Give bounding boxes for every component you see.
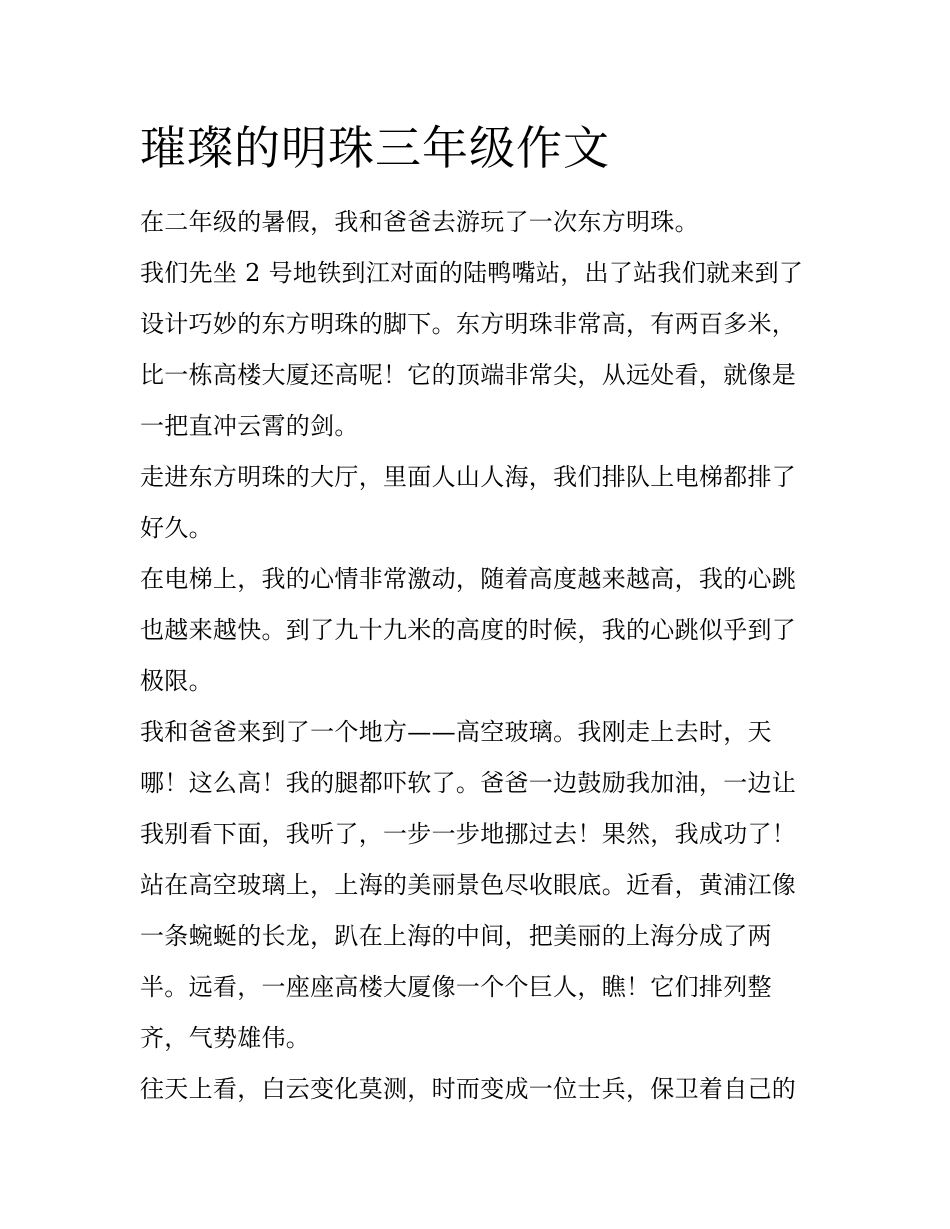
text-line: 在二年级的暑假，我和爸爸去游玩了一次东方明珠。 [140, 208, 699, 236]
text-line: 也越来越快。到了九十九米的高度的时候，我的心跳似乎到了 [140, 616, 797, 644]
text-line: 我们先坐 2 号地铁到江对面的陆鸭嘴站，出了站我们就来到了 [140, 259, 804, 287]
essay-body [140, 202, 820, 1120]
text-line: 一把直冲云霄的剑。 [140, 412, 359, 440]
text-line: 齐，气势雄伟。 [140, 1024, 311, 1052]
text-line: 哪！这么高！我的腿都吓软了。爸爸一边鼓励我加油，一边让 [140, 769, 797, 797]
text-line: 设计巧妙的东方明珠的脚下。东方明珠非常高，有两百多米， [140, 310, 797, 338]
text-line: 极限。 [140, 667, 213, 695]
text-line: 往天上看，白云变化莫测，时而变成一位士兵，保卫着自己的 [140, 1075, 797, 1103]
text-line: 好久。 [140, 514, 213, 542]
text-line: 半。远看，一座座高楼大厦像一个个巨人，瞧！它们排列整 [140, 973, 772, 1001]
text-line: 比一栋高楼大厦还高呢！它的顶端非常尖，从远处看，就像是 [140, 361, 797, 389]
text-line: 我和爸爸来到了一个地方——高空玻璃。我刚走上去时，天 [140, 718, 772, 746]
text-line: 在电梯上，我的心情非常激动，随着高度越来越高，我的心跳 [140, 565, 797, 593]
page-title: 璀璨的明珠三年级作文 [140, 121, 610, 175]
text-line: 走进东方明珠的大厅，里面人山人海，我们排队上电梯都排了 [140, 463, 797, 491]
text-line: 我别看下面，我听了，一步一步地挪过去！果然，我成功了！ [140, 820, 797, 848]
text-line: 站在高空玻璃上，上海的美丽景色尽收眼底。近看，黄浦江像 [140, 871, 797, 899]
text-line: 一条蜿蜒的长龙，趴在上海的中间，把美丽的上海分成了两 [140, 922, 772, 950]
